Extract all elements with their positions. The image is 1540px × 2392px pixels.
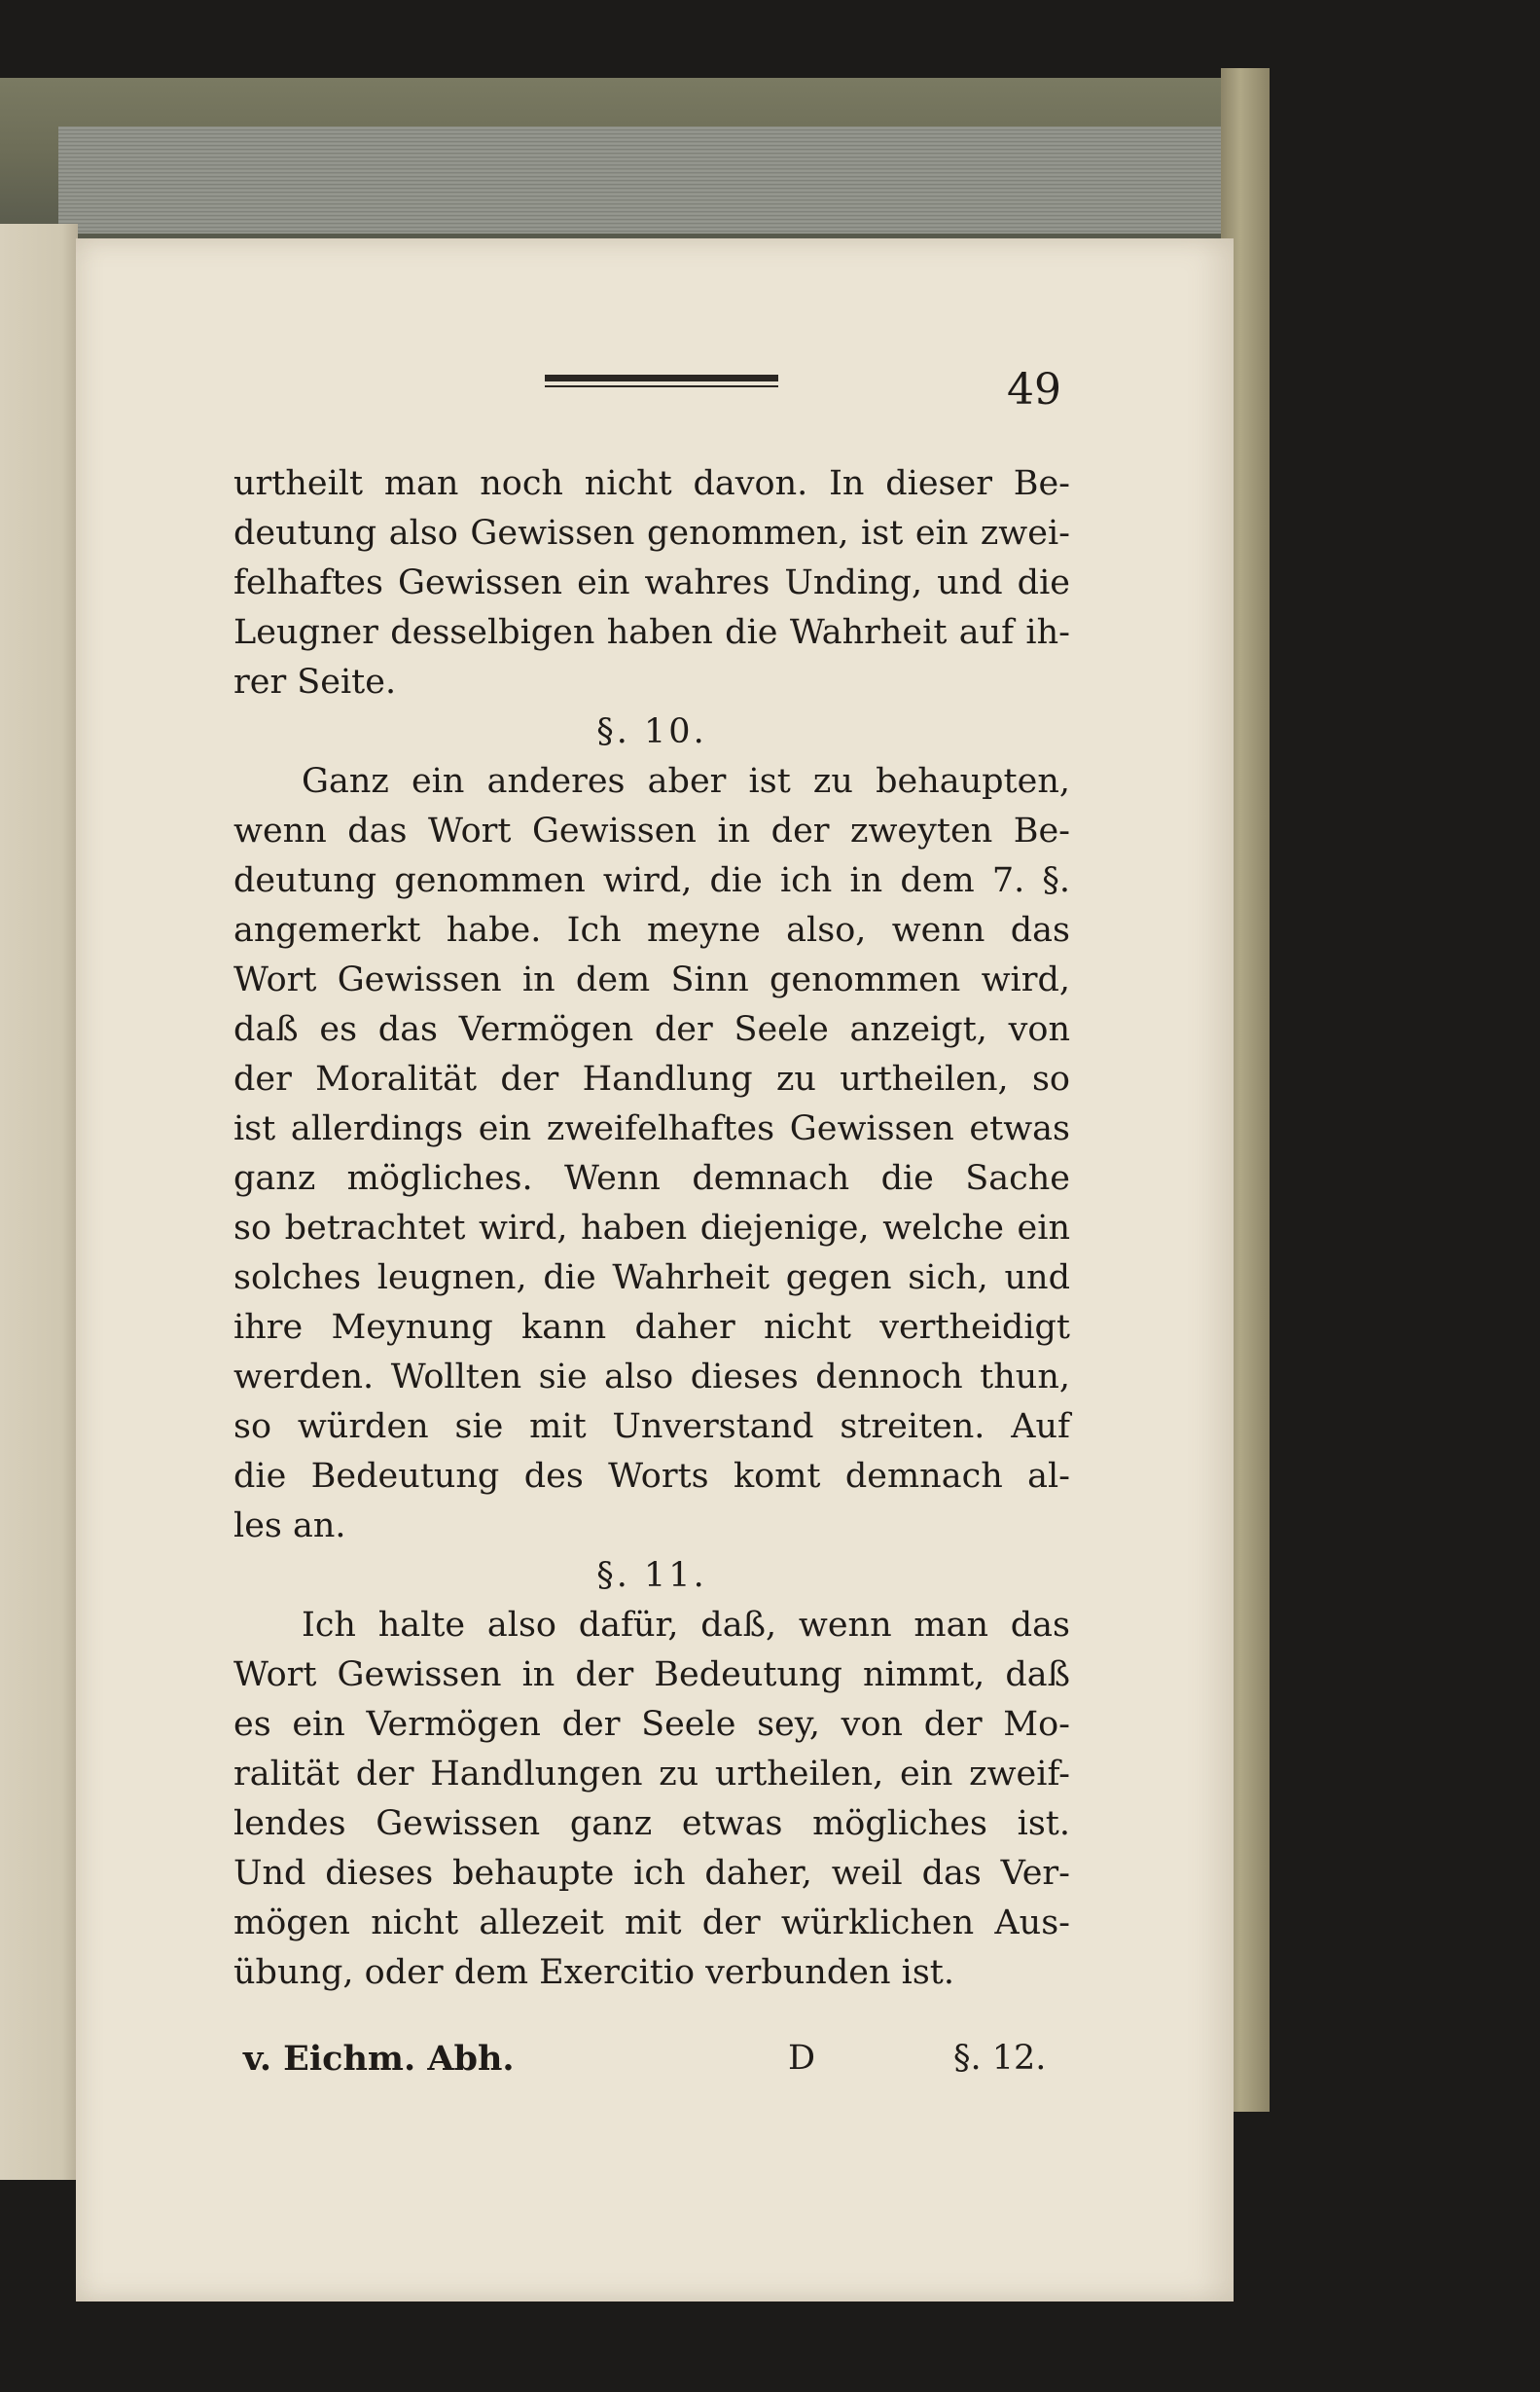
text-line: Wort Gewissen in der Bedeutung nimmt, daß [233,1655,1070,1694]
facing-page-edge [0,224,78,2180]
text-line: daß es das Vermögen der Seele anzeigt, von [233,1010,1070,1049]
text-line: ralität der Handlungen zu urtheilen, ein zweif- [233,1755,1070,1794]
text-line: der Moralität der Handlung zu urtheilen, so [233,1060,1070,1099]
text-line: wenn das Wort Gewissen in der zweyten Be- [233,812,1070,851]
text-line: werden. Wollten sie also dieses dennoch thun, [233,1358,1070,1396]
text-line: Leugner desselbigen haben die Wahrheit auf ih- [233,613,1070,652]
text-line: deutung genommen wird, die ich in dem 7. §. [233,861,1070,900]
text-line: lendes Gewissen ganz etwas mögliches ist. [233,1804,1070,1843]
catchword: §. 12. [953,2039,1047,2078]
text-line: so würden sie mit Unverstand streiten. Auf [233,1407,1070,1446]
paragraph-last-line: übung, oder dem Exercitio verbunden ist. [233,1953,954,1992]
paragraph-last-line: rer Seite. [233,663,397,702]
text-line: urtheilt man noch nicht davon. In dieser Be- [233,464,1070,503]
page-number: 49 [1007,365,1061,415]
text-line: ist allerdings ein zweifelhaftes Gewissen etwas [233,1109,1070,1148]
text-line: ihre Meynung kann daher nicht vertheidigt [233,1308,1070,1347]
header-rule [545,375,778,390]
signature-mark: D [788,2039,816,2078]
paragraph-first-line: Ganz ein anderes aber ist zu behaupten, [302,762,1070,801]
text-line: mögen nicht allezeit mit der würklichen Aus- [233,1903,1070,1942]
text-line: Und dieses behaupte ich daher, weil das Ver- [233,1854,1070,1893]
paragraph-last-line: les an. [233,1506,346,1545]
header-rule-thick [545,375,778,381]
section-heading: §. 11. [596,1556,707,1595]
page-edges [58,127,1250,234]
text-line: ganz mögliches. Wenn demnach die Sache [233,1159,1070,1198]
footer-title: v. Eichm. Abh. [243,2039,515,2079]
text-line: solches leugnen, die Wahrheit gegen sich, und [233,1258,1070,1297]
text-line: deutung also Gewissen genommen, ist ein zwei- [233,514,1070,553]
section-heading: §. 10. [596,712,707,751]
text-line: Wort Gewissen in dem Sinn genommen wird, [233,960,1070,999]
text-line: so betrachtet wird, haben diejenige, welche ein [233,1209,1070,1248]
paragraph-first-line: Ich halte also dafür, daß, wenn man das [302,1606,1070,1645]
text-line: angemerkt habe. Ich meyne also, wenn das [233,911,1070,950]
body-text [233,459,1070,1998]
text-line: felhaftes Gewissen ein wahres Unding, und die [233,563,1070,602]
page-footer [243,2039,1060,2092]
text-line: die Bedeutung des Worts komt demnach al- [233,1457,1070,1496]
text-line: es ein Vermögen der Seele sey, von der Mo- [233,1705,1070,1744]
header-rule-thin [545,385,778,387]
